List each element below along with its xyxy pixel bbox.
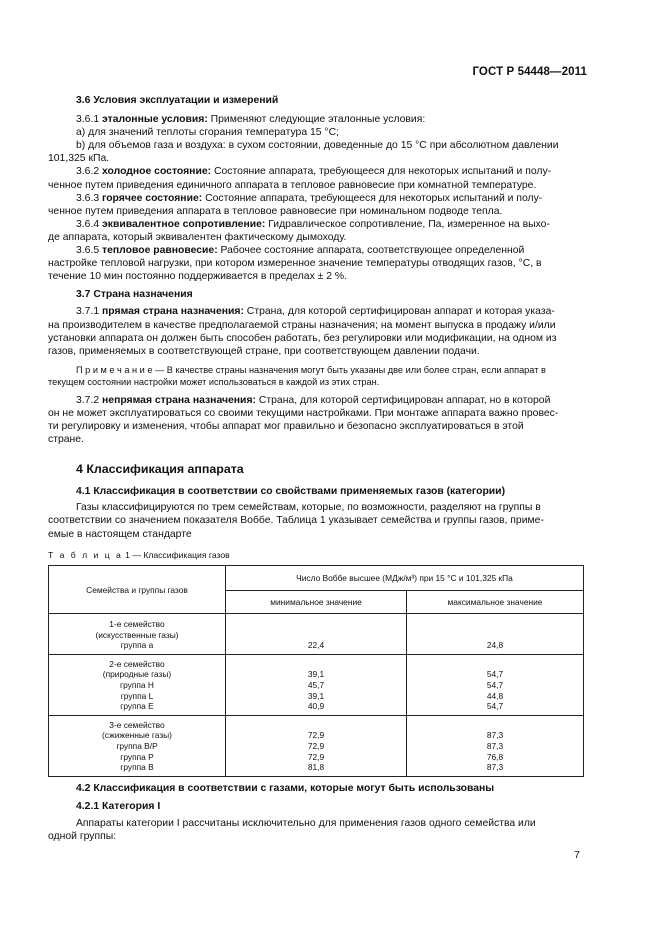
max-value: 87,3 [486, 762, 504, 773]
header-max: максимальное значение [407, 591, 584, 614]
group-label: группа P [120, 751, 154, 762]
para-4-1-line-1: Газы классифицируются по трем семействам, которые, по возможности, разделяют на группы в [76, 502, 541, 514]
min-cell [226, 654, 407, 715]
max-value: 24,8 [486, 640, 504, 651]
clause-term: тепловое равновесие: [102, 245, 218, 257]
note-cont: текущем состоянии настройки может использоваться в каждой из этих стран. [48, 376, 380, 387]
clause-3-7-2-cont-2: ти регулировку и изменения, чтобы аппарат мог правильно и безопасно эксплуатироваться в этой [48, 420, 524, 432]
group-label: группа E [120, 701, 154, 712]
min-value: 39,1 [307, 669, 325, 680]
max-value: 54,7 [486, 679, 504, 690]
clause-3-6-5 [76, 244, 584, 257]
section-4-1-title: 4.1 Классификация в соответствии со свойствами применяемых газов (категории) [76, 486, 506, 498]
section-4-2 [48, 782, 584, 843]
min-cell [226, 715, 407, 776]
max-cell [407, 654, 584, 715]
clause-text: Состояние аппарата, требующееся для некоторых испытаний и полу- [211, 166, 552, 178]
clause-number: 3.6.4 [76, 218, 100, 230]
min-value: 81,8 [307, 762, 325, 773]
table-caption [48, 550, 230, 560]
family-cell [49, 715, 226, 776]
para-4-2-1-line-1: Аппараты категории I рассчитаны исключительно для применения газов одного семейства или [76, 818, 536, 830]
max-cell [407, 614, 584, 655]
clause-3-6-5-cont-1: настройке тепловой нагрузки, при котором измеренное значение температуры отводящих газов, °С, в [48, 258, 542, 270]
family-label: (природные газы) [102, 669, 172, 680]
clause-3-7-1-cont-2: установки аппарата он должен быть способен работать, без регулировки или модификации, на одном из [48, 332, 557, 344]
page-number: 7 [574, 849, 580, 861]
clause-3-7-1 [76, 305, 584, 318]
page-body [48, 94, 584, 541]
family-cell [49, 614, 226, 655]
max-value [407, 630, 583, 641]
clause-3-6-5-cont-2: течение 10 мин постоянно поддерживается в пределах ± 2 %. [48, 271, 348, 283]
clause-text: Страна, для которой сертифицирован аппарат, но в которой [255, 394, 551, 406]
clause-3-6-3-cont: ченное путем приведения аппарата в тепловое равновесие при номинальном подводе тепла. [48, 205, 503, 217]
clause-term: горячее состояние: [102, 192, 203, 204]
section-4-title: 4 Классификация аппарата [76, 462, 244, 477]
section-4-2-title: 4.2 Классификация в соответствии с газами, которые могут быть использованы [76, 783, 495, 794]
family-label: (искусственные газы) [95, 629, 179, 640]
max-value: 44,8 [486, 690, 504, 701]
clause-number: 3.6.1 [76, 114, 100, 126]
clause-text: Применяют следующие эталонные условия: [207, 114, 426, 126]
clause-term: эталонные условия: [102, 114, 208, 126]
max-cell [407, 715, 584, 776]
min-value: 40,9 [307, 701, 325, 712]
min-value [226, 659, 406, 670]
group-label: группа B/P [116, 740, 158, 751]
header-wobbe: Число Воббе высшее (МДж/м³) при 15 °С и 101,325 кПа [226, 566, 584, 591]
note [76, 364, 584, 376]
clause-text: Страна, для которой сертифицирован аппарат и которая указа- [243, 306, 555, 318]
clause-3-7-1-cont-3: газов, применяемых в соответствующей стране, при соответствующем давлении подачи. [48, 345, 480, 357]
clause-text: Гидравлическое сопротивление, Па, измеренное на выхо- [265, 218, 550, 230]
table-caption-text: 1 — Классификация газов [122, 550, 230, 560]
table-row [49, 654, 584, 715]
header-min: минимальное значение [226, 591, 407, 614]
table-row [49, 715, 584, 776]
max-value [407, 619, 583, 630]
clause-3-6-1-b: b) для объемов газа и воздуха: в сухом состоянии, доведенные до 15 °С при абсолютном давлении [76, 140, 559, 152]
group-label: группа L [120, 690, 154, 701]
max-value [407, 720, 583, 731]
table-header-row [49, 566, 584, 591]
note-text: — В качестве страны назначения могут быть указаны две или более стран, если аппарат в [152, 364, 546, 375]
min-value [226, 619, 406, 630]
max-value: 76,8 [486, 751, 504, 762]
clause-3-6-2-cont: ченное путем приведения единичного аппарата в тепловое равновесие при комнатной температуре. [48, 179, 537, 191]
group-label: группа H [120, 679, 154, 690]
gas-classification-table [48, 565, 584, 777]
max-value: 54,7 [486, 701, 504, 712]
group-label: группа a [120, 640, 154, 651]
family-label: 3-е семейство [109, 719, 165, 730]
clause-3-6-1-b-cont: 101,325 кПа. [48, 153, 110, 165]
max-value: 87,3 [486, 730, 504, 741]
clause-text: Рабочее состояние аппарата, соответствующее определенной [217, 245, 525, 257]
min-value: 39,1 [307, 690, 325, 701]
clause-number: 3.6.3 [76, 192, 100, 204]
section-3-7-title: 3.7 Страна назначения [76, 289, 193, 301]
clause-3-7-2-cont-1: он не может эксплуатироваться со своими текущими настройками. При монтаже аппарата важно провес- [48, 407, 559, 419]
clause-term: холодное состояние: [102, 166, 212, 178]
section-4-2-1-title: 4.2.1 Категория I [76, 801, 161, 813]
min-value: 72,9 [307, 751, 325, 762]
family-label: 1-е семейство [109, 619, 165, 629]
clause-term: эквивалентное сопротивление: [102, 218, 266, 230]
clause-number: 3.6.5 [76, 245, 100, 257]
clause-3-7-1-cont-1: на производителем в качестве предполагаемой страны назначения; на момент выпуска в продажу и/или [48, 319, 556, 331]
family-label: 2-е семейство [109, 658, 165, 669]
para-4-1-line-3: емые в настоящем стандарте [48, 528, 192, 540]
clause-text: Состояние аппарата, требующееся для некоторых испытаний и полу- [202, 192, 543, 204]
clause-3-6-4 [76, 218, 584, 231]
clause-3-6-3 [76, 192, 584, 205]
clause-term: прямая страна назначения: [102, 306, 244, 318]
clause-3-6-2 [76, 165, 584, 178]
section-3-6-title: 3.6 Условия эксплуатации и измерений [76, 95, 279, 106]
para-4-2-1-line-2: одной группы: [48, 831, 117, 843]
min-value: 72,9 [307, 740, 325, 751]
document-id: ГОСТ Р 54448—2011 [472, 66, 587, 78]
min-value: 22,4 [307, 640, 325, 651]
clause-3-7-2 [76, 394, 584, 407]
max-value: 87,3 [486, 740, 504, 751]
min-cell [226, 614, 407, 655]
max-value [407, 659, 583, 670]
family-label: (сжиженные газы) [102, 730, 172, 741]
group-label: группа B [120, 762, 154, 773]
min-value: 45,7 [307, 679, 325, 690]
max-value: 54,7 [486, 669, 504, 680]
clause-number: 3.7.1 [76, 306, 100, 318]
clause-3-7-2-cont-3: стране. [48, 434, 84, 446]
family-cell [49, 654, 226, 715]
clause-number: 3.6.2 [76, 166, 100, 178]
para-4-1-line-2: соответствии со значением показателя Воббе. Таблица 1 указывает семейства и группы газов, приме- [48, 515, 544, 527]
min-value [226, 630, 406, 641]
clause-number: 3.7.2 [76, 394, 100, 406]
table-caption-label: Т а б л и ц а [48, 550, 123, 560]
note-label: П р и м е ч а н и е [76, 364, 153, 375]
table-row [49, 614, 584, 655]
min-value: 72,9 [307, 730, 325, 741]
clause-3-6-1 [76, 113, 584, 126]
clause-term: непрямая страна назначения: [102, 394, 256, 406]
clause-3-6-1-a: а) для значений теплоты сгорания температура 15 °С; [76, 127, 339, 139]
header-families: Семейства и группы газов [49, 566, 226, 614]
clause-3-6-4-cont: де аппарата, который эквивалентен фактическому дымоходу. [48, 231, 347, 243]
min-value [226, 720, 406, 731]
